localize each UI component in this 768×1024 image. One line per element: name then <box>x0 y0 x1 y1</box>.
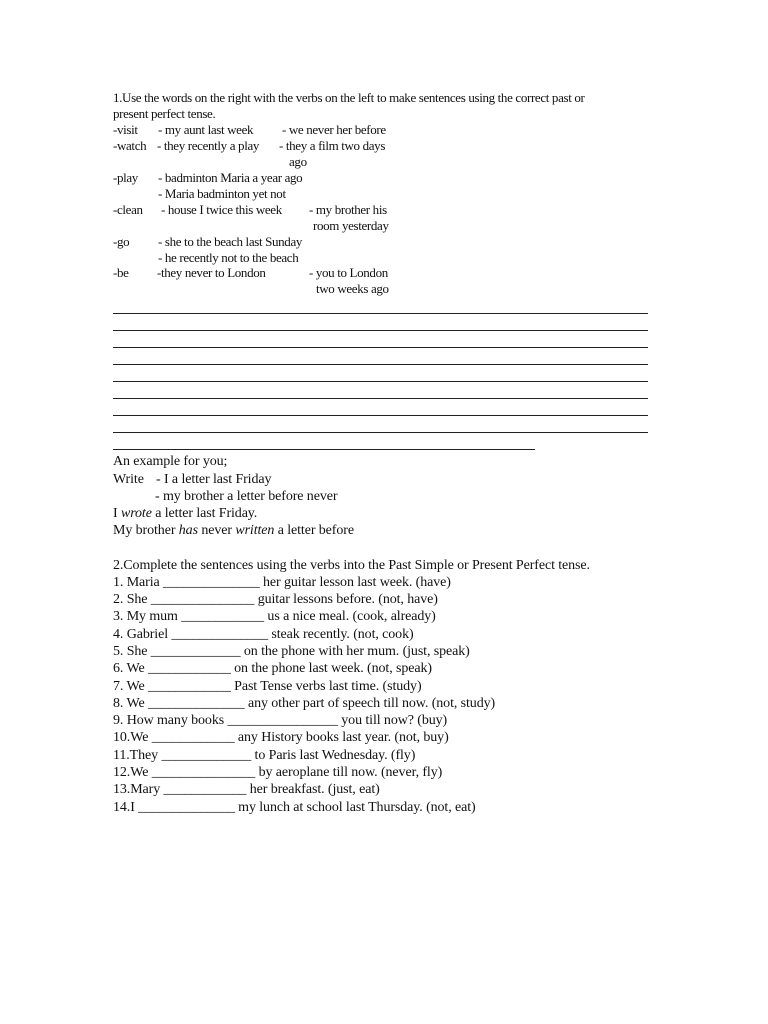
answer-line <box>113 347 648 348</box>
answer1-verb: wrote <box>120 506 152 521</box>
prompt-play-left1: - badminton Maria a year ago <box>158 170 303 185</box>
example-answer1 <box>113 507 257 521</box>
answer-line <box>113 432 648 433</box>
example-answer2 <box>113 524 354 538</box>
prompt-clean-right: - my brother his <box>309 202 387 217</box>
answer-line <box>113 330 648 331</box>
prompt-play-left2: - Maria badminton yet not <box>158 186 286 201</box>
answer2-verb: written <box>235 523 275 538</box>
prompt-go-left2: - he recently not to the beach <box>158 250 299 265</box>
exercise1-instruction-line2: present perfect tense. <box>113 106 216 121</box>
exercise1-instruction-line1: 1.Use the words on the right with the verbs on the left to make sentences using the correct past or <box>113 90 585 105</box>
prompt-watch-left: - they recently a play <box>157 138 260 153</box>
prompt-be-right-cont: two weeks ago <box>316 281 389 296</box>
verb-go: -go <box>113 234 130 249</box>
answer-line <box>113 364 648 365</box>
verb-clean: -clean <box>113 202 143 217</box>
answer2-pre: My brother <box>113 523 179 538</box>
answer2-post: a letter before <box>274 523 354 538</box>
exercise2-item: 10.We ____________ any History books last year. (not, buy) <box>113 730 449 745</box>
example-prompt1: - I a letter last Friday <box>156 472 272 487</box>
prompt-clean-right-cont: room yesterday <box>313 218 389 233</box>
exercise2-item: 7. We ____________ Past Tense verbs last time. (study) <box>113 679 422 694</box>
prompt-watch-right: - they a film two days <box>279 138 386 153</box>
prompt-be-right: - you to London <box>309 265 388 280</box>
exercise2-item: 8. We ______________ any other part of speech till now. (not, study) <box>113 696 496 711</box>
exercise2-item: 5. She _____________ on the phone with her mum. (just, speak) <box>113 644 470 659</box>
answer1-pre: I <box>113 506 121 521</box>
prompt-visit-left: - my aunt last week <box>158 122 254 137</box>
verb-play: -play <box>113 170 138 185</box>
example-verb: Write <box>113 472 144 487</box>
prompt-be-left: -they never to London <box>157 265 266 280</box>
answer-line <box>113 381 648 382</box>
answer2-aux: has <box>178 523 198 538</box>
answer-line <box>113 415 648 416</box>
prompt-watch-right-cont: ago <box>289 154 307 169</box>
answer2-mid: never <box>197 523 236 538</box>
prompt-visit-right: - we never her before <box>282 122 386 137</box>
verb-visit: -visit <box>113 122 138 137</box>
answer-line <box>113 398 648 399</box>
verb-be: -be <box>113 265 129 280</box>
exercise2-item: 1. Maria ______________ her guitar lesson last week. (have) <box>113 575 451 590</box>
exercise2-item: 9. How many books ________________ you till now? (buy) <box>113 713 448 728</box>
answer-line <box>113 313 648 314</box>
example-prompt2: - my brother a letter before never <box>155 489 338 504</box>
prompt-clean-left: - house I twice this week <box>161 202 282 217</box>
answer-line <box>113 449 535 450</box>
exercise2-item: 4. Gabriel ______________ steak recently. (not, cook) <box>113 627 414 642</box>
verb-watch: -watch <box>113 138 147 153</box>
exercise2-item: 11.They _____________ to Paris last Wednesday. (fly) <box>113 748 416 763</box>
exercise2-item: 2. She _______________ guitar lessons before. (not, have) <box>113 592 438 607</box>
exercise2-instruction: 2.Complete the sentences using the verbs into the Past Simple or Present Perfect tense. <box>113 558 590 573</box>
exercise2-item: 12.We _______________ by aeroplane till now. (never, fly) <box>113 765 443 780</box>
exercise2-item: 3. My mum ____________ us a nice meal. (cook, already) <box>113 609 436 624</box>
exercise2-item: 14.I ______________ my lunch at school last Thursday. (not, eat) <box>113 800 476 815</box>
example-heading: An example for you; <box>113 454 228 469</box>
exercise2-item: 6. We ____________ on the phone last week. (not, speak) <box>113 661 432 676</box>
answer1-post: a letter last Friday. <box>151 506 258 521</box>
exercise2-item: 13.Mary ____________ her breakfast. (just, eat) <box>113 782 380 797</box>
prompt-go-left1: - she to the beach last Sunday <box>158 234 303 249</box>
